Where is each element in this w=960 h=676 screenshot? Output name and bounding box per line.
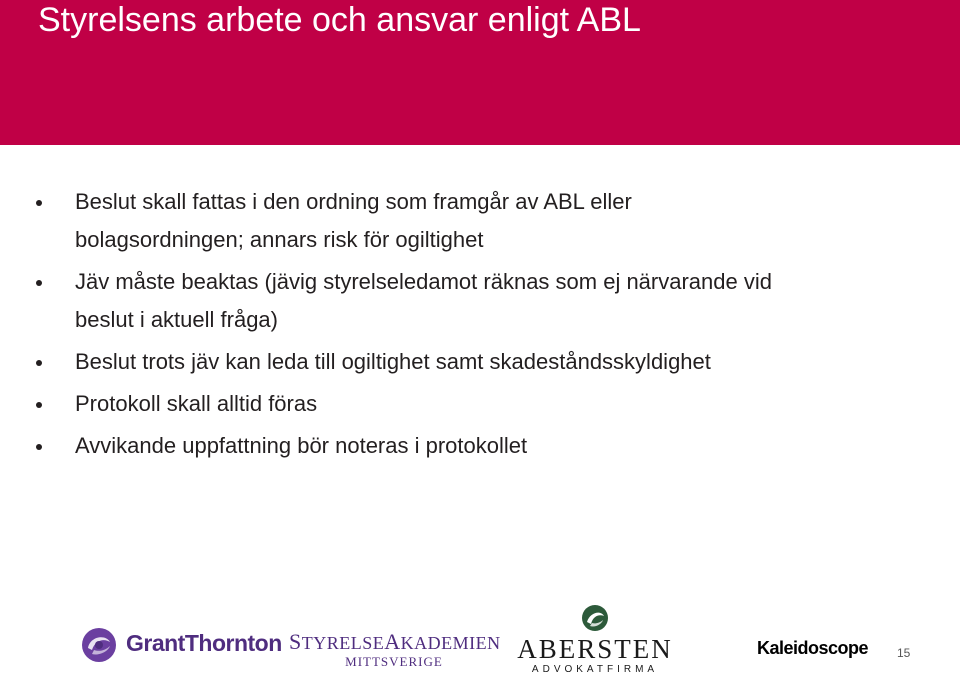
- bullet-text: Beslut trots jäv kan leda till ogiltighet samt skadeståndsskyldighet: [75, 349, 711, 374]
- abersten-subtitle: ADVOKATFIRMA: [531, 664, 659, 675]
- abersten-mark-icon: [581, 604, 609, 632]
- bullet-dot: [36, 200, 42, 206]
- abersten-logo: [515, 604, 675, 674]
- styrelseakademien-wordmark: STYRELSEAKADEMIEN: [289, 629, 501, 654]
- bullet-list: [0, 183, 960, 469]
- header-band: [0, 0, 960, 145]
- bullet-item: [0, 343, 960, 381]
- grant-thornton-logo: [80, 626, 280, 666]
- bullet-text: Protokoll skall alltid föras: [75, 391, 318, 416]
- abersten-wordmark: ABERSTEN: [517, 634, 673, 664]
- bullet-item: [0, 183, 960, 259]
- bullet-text: Jäv måste beaktas (jävig styrelseledamot räknas som ej närvarande vid: [75, 269, 772, 294]
- bullet-text: bolagsordningen; annars risk för ogiltighet: [75, 227, 484, 252]
- styrelseakademien-logo: [289, 630, 499, 674]
- bullet-item: [0, 427, 960, 465]
- bullet-item: [0, 385, 960, 423]
- bullet-text: Beslut skall fattas i den ordning som framgår av ABL eller: [75, 189, 632, 214]
- styrelseakademien-subtitle: MITTSVERIGE: [345, 654, 443, 669]
- bullet-text: beslut i aktuell fråga): [75, 307, 278, 332]
- grant-thornton-wordmark: GrantThornton: [126, 630, 282, 656]
- bullet-text: Avvikande uppfattning bör noteras i protokollet: [75, 433, 528, 458]
- footer-logos: [0, 600, 960, 674]
- kaleidoscope-logo: Kaleidoscope: [757, 638, 869, 658]
- page-number: 15: [897, 646, 911, 660]
- bullet-dot: [36, 402, 42, 408]
- bullet-dot: [36, 280, 42, 286]
- bullet-dot: [36, 444, 42, 450]
- bullet-item: [0, 263, 960, 339]
- slide-title: Styrelsens arbete och ansvar enligt ABL: [38, 1, 641, 39]
- bullet-dot: [36, 360, 42, 366]
- gt-swirl-icon: [80, 626, 118, 664]
